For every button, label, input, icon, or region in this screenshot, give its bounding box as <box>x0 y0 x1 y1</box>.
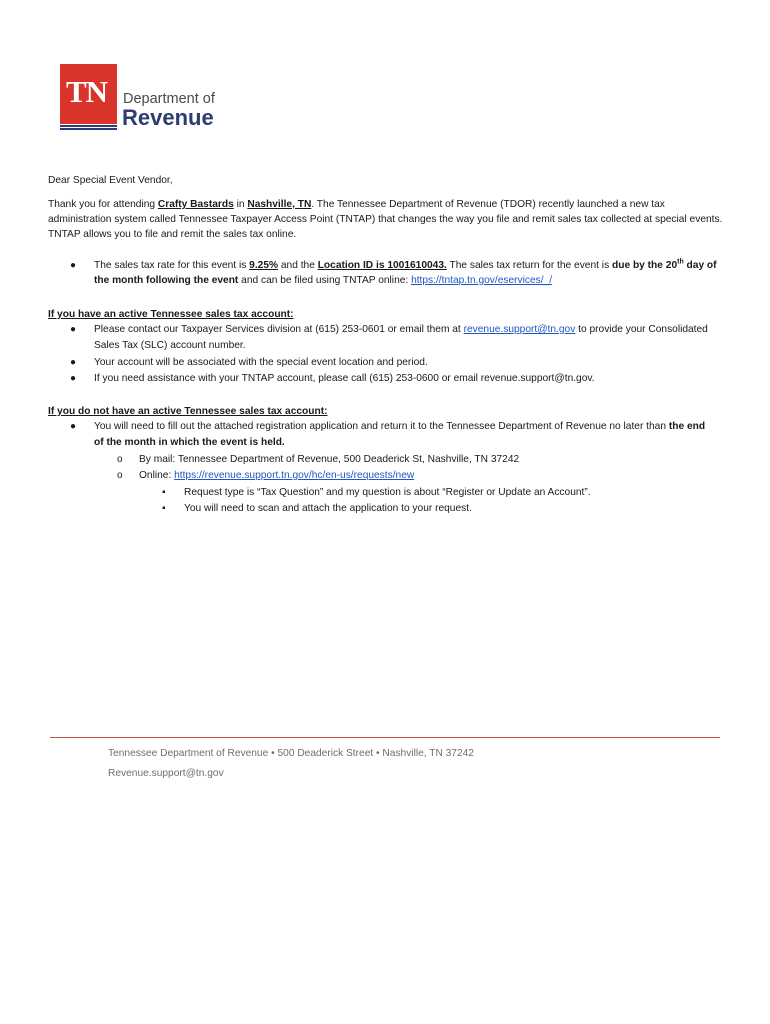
intro-line-2: administration system called Tennessee Taxpayer Access Point (TNTAP) that changes the way you file and remit sales tax collected at special events. <box>48 214 723 225</box>
active-item-2: Your account will be associated with the special event location and period. <box>94 357 428 368</box>
bullet-disc: ● <box>70 260 77 271</box>
intro-text: in <box>233 199 248 210</box>
logo-tn-text: TN <box>66 74 108 109</box>
request-type-note: Request type is “Tax Question” and my question is about “Register or Update an Account”. <box>184 487 591 498</box>
logo-stripe <box>60 128 117 130</box>
event-city: Nashville, TN <box>247 199 312 210</box>
online-option-text: Online: <box>139 470 175 481</box>
active-item-1-line-2: Sales Tax (SLC) account number. <box>94 340 246 351</box>
due-date-text: day of <box>683 260 717 271</box>
tntap-link[interactable]: https://tntap.tn.gov/eservices/_/ <box>411 275 553 286</box>
inactive-item-1-line-2: of the month in which the event is held. <box>94 437 285 448</box>
due-date-text: due by the 20 <box>612 260 678 271</box>
logo-red-box <box>60 64 117 124</box>
logo-department-text: Department of <box>123 91 215 107</box>
active-item-text: to provide your Consolidated <box>575 324 708 335</box>
active-item-text: Please contact our Taxpayer Services division at (615) 253-0601 or email them at <box>94 324 464 335</box>
event-name: Crafty Bastards <box>157 199 234 210</box>
location-id: Location ID is 1001610043. <box>317 260 447 271</box>
bullet-disc: ● <box>70 324 77 335</box>
rate-text: The sales tax return for the event is <box>446 260 612 271</box>
scan-attach-note: You will need to scan and attach the application to your request. <box>184 503 472 514</box>
online-option <box>139 468 414 485</box>
rate-text: The sales tax rate for this event is <box>94 260 250 271</box>
bullet-circle: o <box>117 454 123 465</box>
bullet-circle: o <box>117 470 123 481</box>
footer-email: Revenue.support@tn.gov <box>108 768 224 779</box>
tn-revenue-logo <box>60 64 220 132</box>
footer-divider <box>50 737 720 738</box>
active-account-heading: If you have an active Tennessee sales tax account: <box>48 309 294 320</box>
bullet-square: ▪ <box>162 503 166 514</box>
active-item-1 <box>94 322 708 339</box>
inactive-account-heading: If you do not have an active Tennessee sales tax account: <box>48 406 328 417</box>
salutation: Dear Special Event Vendor, <box>48 175 173 186</box>
support-email-link[interactable]: revenue.support@tn.gov <box>463 324 576 335</box>
bullet-disc: ● <box>70 357 77 368</box>
intro-text: . The Tennessee Department of Revenue (TDOR) recently launched a new tax <box>311 199 665 210</box>
logo-revenue-text: Revenue <box>122 105 214 130</box>
inactive-item-text: You will need to fill out the attached registration application and return it to the Tennessee Department of Revenue no later than <box>94 421 669 432</box>
bullet-disc: ● <box>70 421 77 432</box>
rate-text: and can be filed using TNTAP online: <box>238 275 412 286</box>
due-month-text: the month following the event <box>94 275 239 286</box>
logo-stripe <box>60 125 117 127</box>
support-request-link[interactable]: https://revenue.support.tn.gov/hc/en-us/requests/new <box>174 470 415 481</box>
end-of-month-text: the end <box>668 421 706 432</box>
footer-address: Tennessee Department of Revenue • 500 Deaderick Street • Nashville, TN 37242 <box>108 748 474 759</box>
rate-text: and the <box>278 260 318 271</box>
inactive-item-1 <box>94 419 705 436</box>
mail-option: By mail: Tennessee Department of Revenue, 500 Deaderick St, Nashville, TN 37242 <box>139 454 520 465</box>
intro-line-3: TNTAP allows you to file and remit the sales tax online. <box>48 229 297 240</box>
rate-line-2 <box>94 273 552 290</box>
bullet-disc: ● <box>70 373 77 384</box>
active-item-3: If you need assistance with your TNTAP account, please call (615) 253-0600 or email revenue.support@tn.gov. <box>94 373 595 384</box>
tax-rate: 9.25% <box>249 260 279 271</box>
bullet-square: ▪ <box>162 487 166 498</box>
intro-text: Thank you for attending <box>48 199 158 210</box>
due-date-sup: th <box>677 258 684 266</box>
